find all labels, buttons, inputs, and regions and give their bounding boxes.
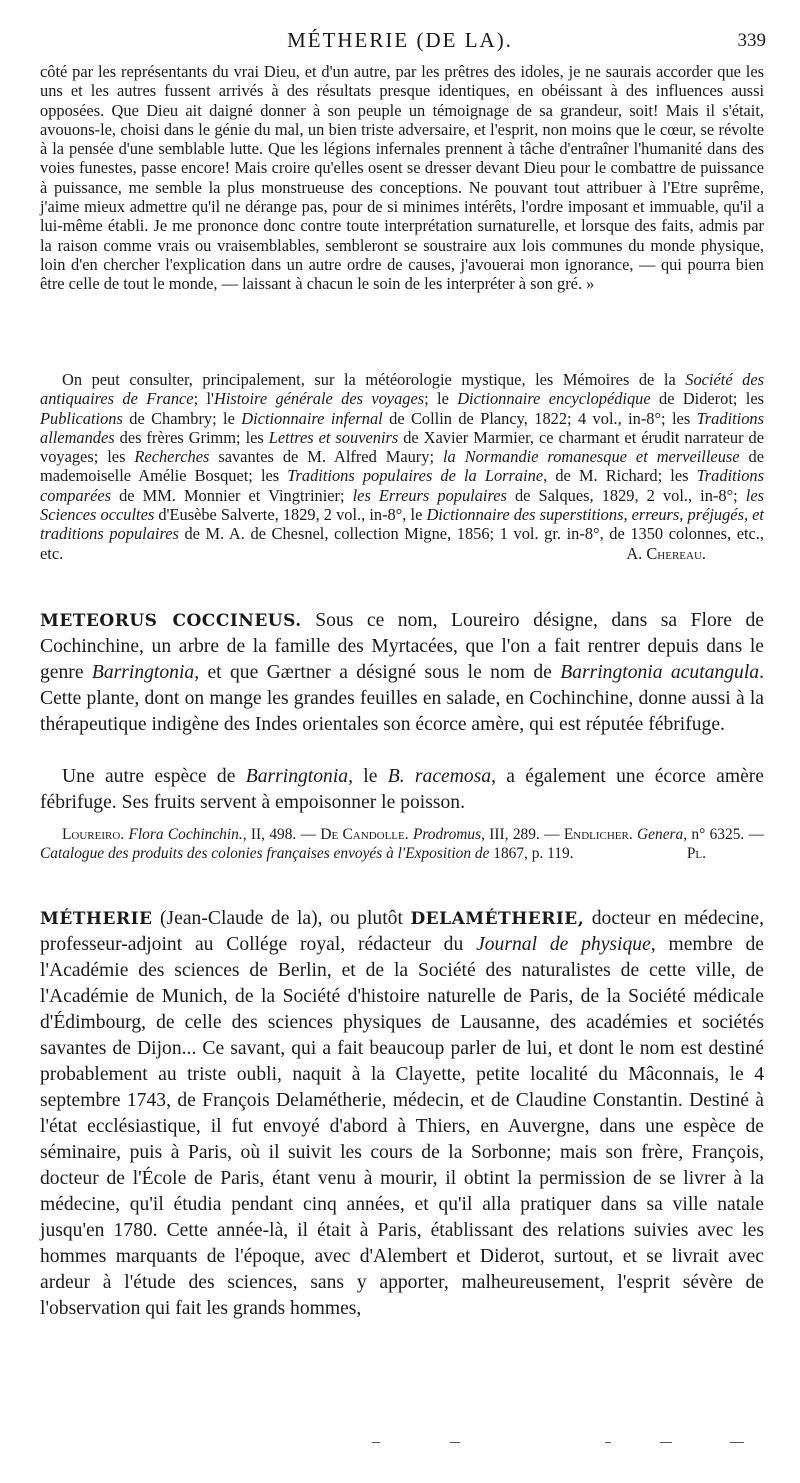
meteorus-references [40, 825, 764, 863]
quotation-text: côté par les représentants du vrai Dieu, et d'un autre, par les prêtres des idoles, je ne saurais accorder que les uns et les autres fussent arrivés à des résultats presque identiques, en obéissant à des influences aussi opposées. Que Dieu ait daigné donner à son peuple un témoignage de sa grandeur, soit! Mais il s'était, avouons-le, choisi dans le génie du mal, un bien triste adversaire, et l'esprit, non moins que le cœur, se révolte à la pensée d'une semblable lutte. Que les légions infernales prennent à tâche d'entraîner l'humanité dans des voies funestes, passe encore! Mais croire qu'elles osent se dresser devant Dieu pour le combattre de puissance à puissance, me semble la plus monstrueuse des conceptions. Ne pouvant tout attribuer à l'Etre suprême, j'aime mieux admettre qu'il ne dérange pas, pour de si minimes intérêts, l'ordre imposant et immuable, qu'il a lui-même établi. Je me prononce donc contre toute interprétation surnaturelle, et lorsque des faits, admis par la raison comme vrais ou vraisemblables, sembleront se soustraire aux lois communes du monde physique, loin d'en chercher l'explication dans un autre ordre de causes, j'avouerai mon ignorance, — qui pourra bien être celle de tout le monde, — laissant à chacun le soin de les interpréter à son gré. » [40, 62, 764, 294]
journal-title: Journal de physique [476, 934, 651, 955]
running-head: MÉTHERIE (DE LA). [287, 28, 513, 52]
text-run: . Cette plante, dont on mange les grandes feuilles en salade, en Cochinchine, donne aussi à la thérapeutique indigène des Indes orientales son écorce amère, qui est réputée fébrifuge. [40, 662, 764, 735]
page-footer-marks [360, 1442, 760, 1448]
entry-alt-headword: DELAMÉTHERIE, [410, 909, 585, 929]
work-title: les Sciences occultes [40, 485, 764, 525]
text-run: de M. A. de Chesnel, collection Migne, 1856; 1 vol. gr. in-8°, de 1350 colonnes, etc., etc. [40, 524, 765, 563]
entry-headword: METEORUS COCCINEUS. [40, 611, 302, 631]
work-title: Traditions populaires de la Lorraine [287, 466, 544, 486]
author-signature: A. Chereau. [626, 543, 706, 563]
work-title: Société des antiquaires de France [40, 370, 764, 409]
meteorus-entry [40, 608, 764, 738]
work-title: Traditions allemandes [40, 408, 765, 447]
text-run: de MM. Monnier et Vingtrinier; [111, 485, 353, 505]
meteorus-second-paragraph [40, 764, 764, 816]
work-title: Recherches [134, 447, 210, 467]
work-title: Publications [40, 408, 123, 428]
entry-headword: MÉTHERIE [40, 909, 153, 929]
text-run: de Salques, 1829, 2 vol., in-8°; [506, 485, 746, 505]
footer-dash [372, 1442, 380, 1443]
text-run: , de M. Richard; les [543, 466, 697, 486]
text-run: Sous ce nom, Loureiro désigne, dans sa Flore de Cochinchine, un arbre de la famille des Myrtacées, que l'on a fait rentrer depuis dans le genre [40, 610, 765, 683]
text-run: d'Eusèbe Salverte, 1829, 2 vol., in-8°, le [154, 505, 427, 525]
ref-title: Flora Cochinchin. [128, 826, 243, 843]
text-run: , a également une écorce amère fébrifuge. Ses fruits servent à empoisonner le poisson. [40, 766, 764, 813]
text-run: des frères Grimm; les [114, 427, 269, 447]
text-run: Une autre espèce de [62, 766, 246, 787]
genus-name: Barringtonia [91, 662, 195, 683]
text-run: , III, 289. — [481, 826, 564, 843]
work-title: Histoire générale des voyages [213, 389, 425, 409]
text-run: , II, 498. — [242, 826, 321, 843]
text-run: 1867, p. 119. [489, 845, 574, 862]
footer-dash [605, 1442, 611, 1443]
quotation-continuation [40, 62, 764, 294]
text-run: , n° 6325. — [683, 826, 764, 843]
text-run: ; le [424, 389, 458, 409]
text-run: de Diderot; les [650, 389, 764, 409]
footer-dash [730, 1442, 744, 1443]
work-title: Dictionnaire des superstitions, erreurs, préjugés, et traditions populaires [40, 505, 764, 544]
ref-title: Catalogue des produits des colonies françaises envoyés à l'Exposition de [40, 845, 490, 862]
ref-author: Loureiro. [62, 826, 125, 843]
ref-title: Genera [637, 826, 684, 843]
ref-author: Endlicher. [563, 826, 633, 843]
work-title: Traditions comparées [40, 466, 765, 505]
text-run: , et que Gærtner a désigné sous le nom de [194, 662, 561, 683]
work-title: Dictionnaire infernal [241, 408, 383, 428]
text-run: de Xavier Marmier, ce charmant et érudit narrateur de voyages; les [40, 427, 764, 467]
text-run: (Jean-Claude de la), ou plutôt [152, 908, 411, 929]
text-run: docteur en médecine, professeur-adjoint au Collége royal, rédacteur du [40, 908, 764, 955]
page-header [0, 28, 800, 54]
text-run: ; l' [193, 389, 214, 409]
page-number: 339 [737, 30, 766, 51]
text-run: , membre de l'Académie des sciences de Berlin, et de la Société des naturalistes de cette ville, de l'Académie de Munich, de la Société d'histoire naturelle de Paris, de la Société médicale d'Édimbourg, de celle des sciences physiques de Lausanne, des académies et sociétés savantes de Dijon... Ce savant, qui a fait beaucoup parler de lui, et dont le nom est destiné probablement au triste oubli, naquit à la Clayette, petite localité du Mâconnais, le 4 septembre 1743, de François Delamétherie, médecin, et de Claudine Constantin. Destiné à l'état ecclésiastique, il fut envoyé d'abord à Thiers, en Auvergne, dans une espèce de séminaire, puis à Paris, où il suivit les cours de la Sorbonne; mais son frère, François, docteur de l'École de Paris, étant venu à mourir, il obtint la permission de se livrer à la médecine, qu'il étudia pendant cinq années, et qu'il alla pratiquer dans sa ville natale jusqu'en 1780. Cette année-là, il était à Paris, établissant des relations suivies avec les hommes marquants de l'époque, avec d'Alembert et Diderot, surtout, et se livrait avec ardeur à l'étude des sciences, sans y apporter, malheureusement, l'esprit sévère de l'observation qui fait les grands hommes, [40, 934, 764, 1319]
text-run: de mademoiselle Amélie Bosquet; les [40, 447, 764, 486]
bibliography-paragraph [40, 370, 764, 563]
text-run: On peut consulter, principalement, sur la météorologie mystique, les Mémoires de la [62, 370, 686, 389]
ref-title: Prodromus [412, 826, 482, 843]
text-run: de Collin de Plancy, 1822; 4 vol., in-8°; les [382, 408, 697, 428]
species-name: Barringtonia acutangula [560, 662, 760, 683]
text-run: de Chambry; le [122, 408, 242, 428]
footer-dash [660, 1442, 672, 1443]
work-title: la Normandie romanesque et merveilleuse [442, 447, 740, 467]
text-run: savantes de M. Alfred Maury; [209, 447, 443, 467]
genus-name: Barringtonia [245, 766, 349, 787]
footer-dash [450, 1442, 460, 1443]
work-title: les Erreurs populaires [352, 485, 507, 505]
work-title: Dictionnaire encyclopédique [457, 389, 651, 409]
work-title: Lettres et souvenirs [268, 427, 399, 447]
metherie-entry [40, 906, 764, 1322]
text-run: , le [348, 766, 388, 787]
author-signature: Pl. [686, 845, 706, 862]
species-name: B. racemosa [387, 766, 492, 787]
ref-author: De Candolle. [320, 826, 409, 843]
